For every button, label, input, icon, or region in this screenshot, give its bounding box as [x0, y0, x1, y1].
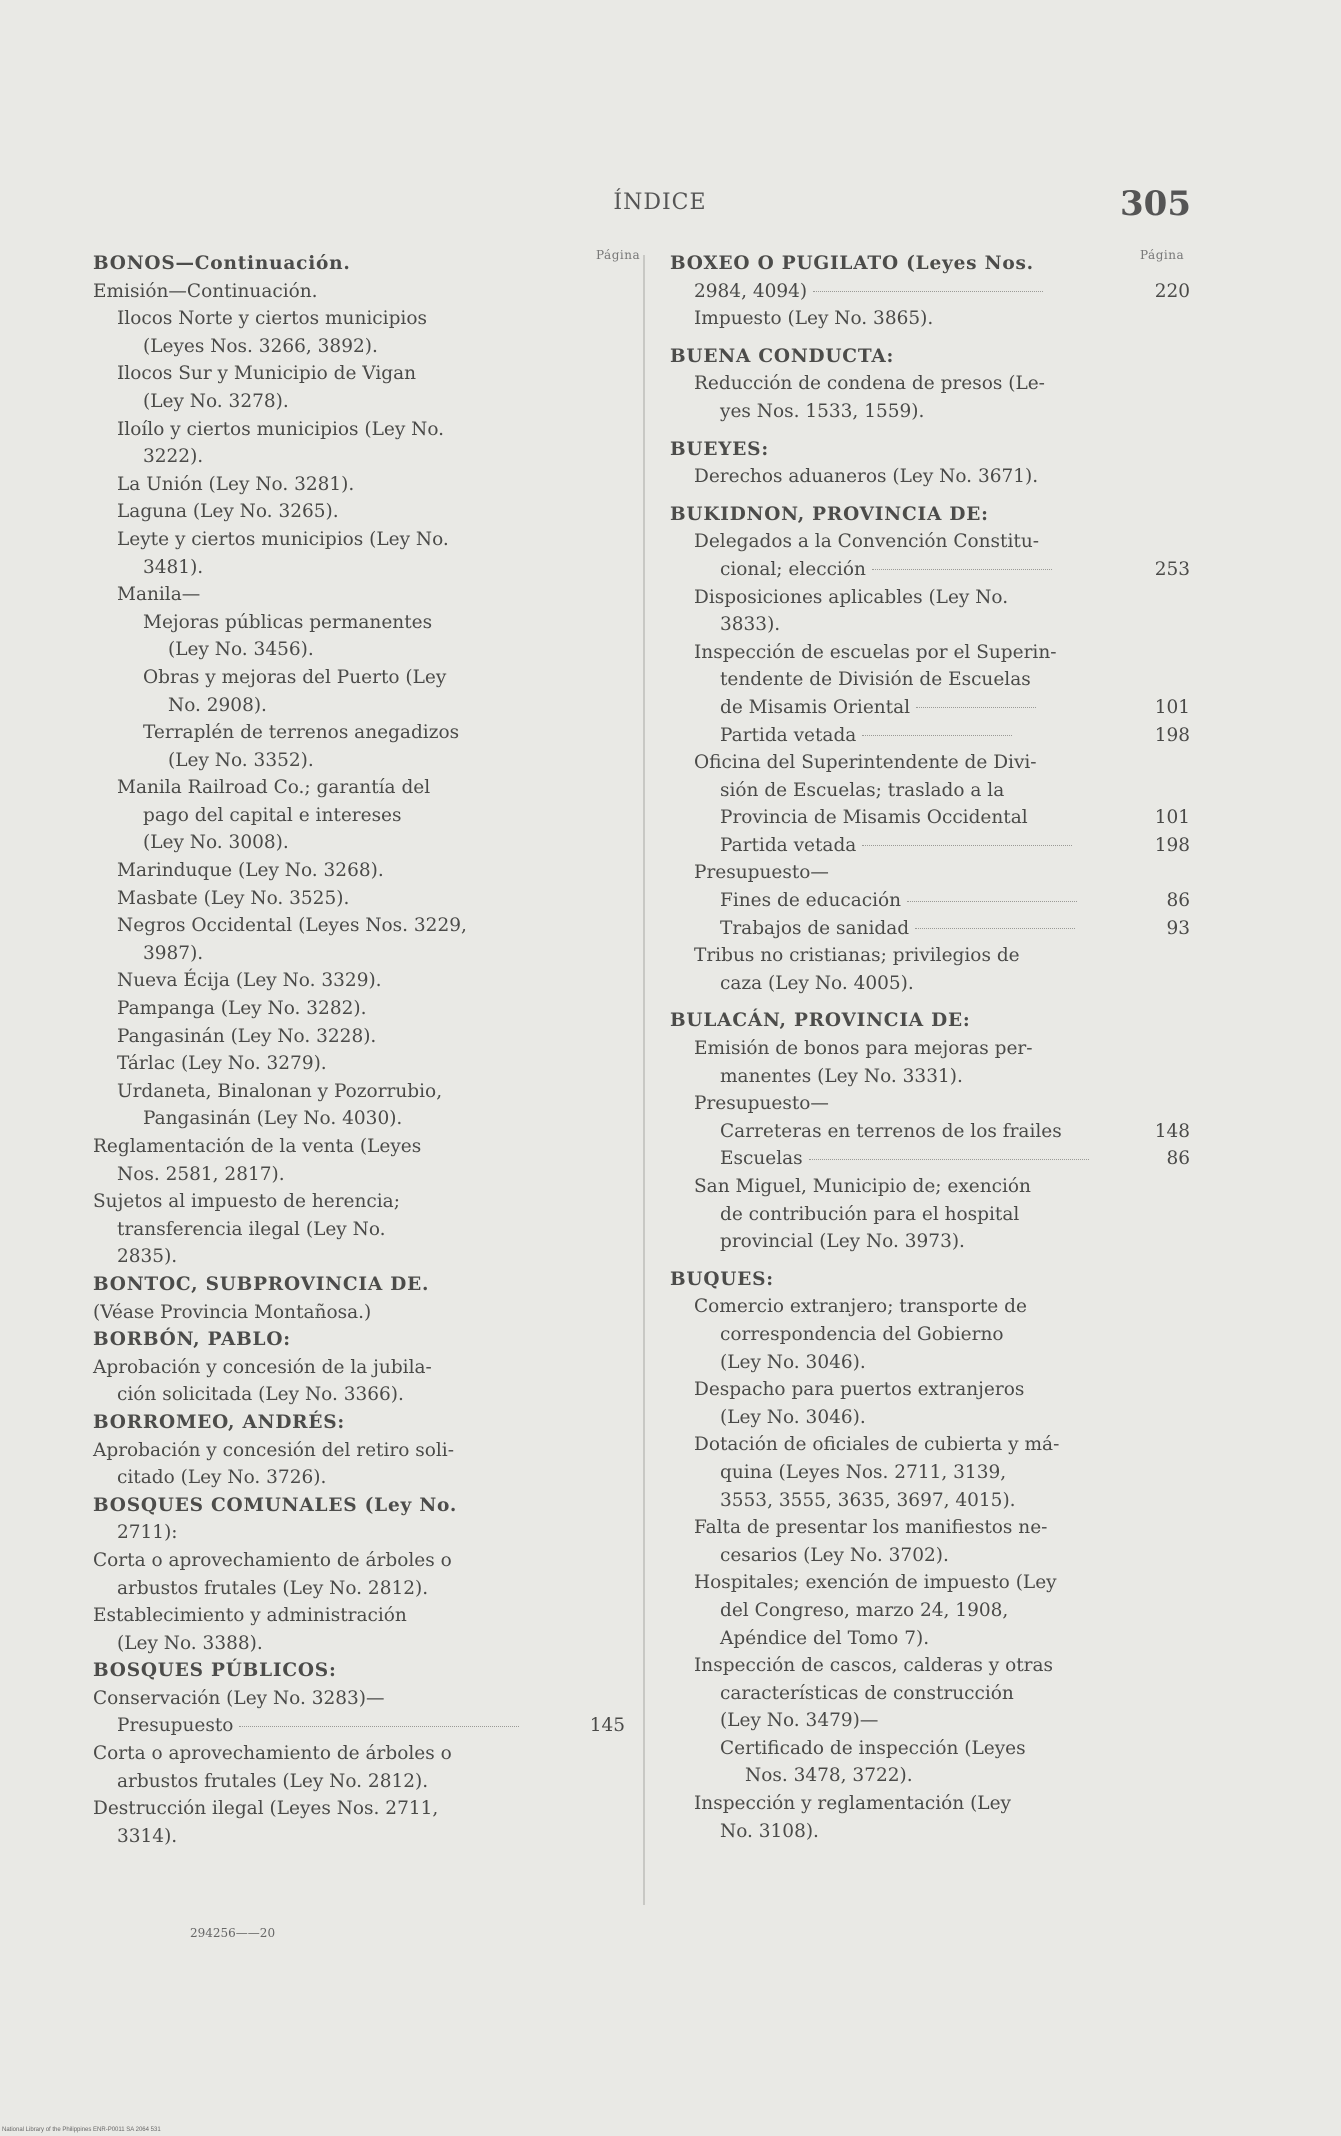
entry-text: Inspección y reglamentación (Ley [694, 1793, 1011, 1815]
entry-text: Conservación (Ley No. 3283)— [93, 1687, 385, 1709]
entry-text: Derechos aduaneros (Ley No. 3671). [694, 466, 1039, 488]
entry-text: BORBÓN, PABLO: [93, 1329, 291, 1351]
entry-text: sión de Escuelas; traslado a la [720, 779, 1005, 801]
page-ref: 253 [1154, 558, 1190, 580]
entry-text: citado (Ley No. 3726). [117, 1467, 327, 1489]
index-entry [670, 1228, 1190, 1256]
entry-text: (Ley No. 3046). [720, 1406, 866, 1428]
index-entry [670, 1542, 1190, 1570]
entry-text: 3833). [720, 614, 781, 636]
index-entry [93, 719, 625, 747]
index-entry [670, 694, 1190, 722]
index-entry [670, 1035, 1190, 1063]
index-entry [93, 1354, 625, 1382]
index-entry [670, 1680, 1190, 1708]
index-entry [93, 1575, 625, 1603]
entry-text: yes Nos. 1533, 1559). [720, 400, 925, 422]
index-heading [93, 1492, 625, 1520]
entry-text: Marinduque (Ley No. 3268). [117, 860, 384, 882]
entry-text: Trabajos de sanidad [720, 917, 910, 939]
index-entry [93, 554, 625, 582]
index-entry [93, 1023, 625, 1051]
entry-text: BUQUES: [670, 1268, 774, 1290]
entry-text: BOSQUES COMUNALES (Ley No. [93, 1494, 458, 1516]
entry-text: Iloílo y ciertos municipios (Ley No. [117, 418, 445, 440]
page-number: 305 [1120, 184, 1191, 224]
index-entry [93, 1299, 625, 1327]
index-entry [670, 1063, 1190, 1091]
entry-text: caza (Ley No. 4005). [720, 972, 914, 994]
page-ref: 86 [1166, 890, 1190, 912]
entry-text: (Ley No. 3479)— [720, 1710, 879, 1732]
dot-leader [872, 569, 1052, 570]
entry-text: Falta de presentar los manifiestos ne- [694, 1517, 1048, 1539]
entry-text: Apéndice del Tomo 7). [720, 1627, 930, 1649]
dot-leader [915, 928, 1075, 929]
index-entry [93, 1795, 625, 1823]
spacer [670, 491, 1190, 501]
index-entry [670, 1818, 1190, 1846]
entry-text: Ilocos Norte y ciertos municipios [117, 308, 427, 330]
entry-text: Masbate (Ley No. 3525). [117, 887, 350, 909]
entry-text: cional; elección [720, 558, 866, 580]
entry-text: Mejoras públicas permanentes [143, 611, 433, 633]
page-ref: 101 [1154, 807, 1190, 829]
entry-text: 3314). [117, 1825, 178, 1847]
index-entry [93, 1188, 625, 1216]
index-entry [670, 887, 1190, 915]
index-entry [93, 967, 625, 995]
entry-text: (Ley No. 3278). [143, 390, 289, 412]
entry-text: ción solicitada (Ley No. 3366). [117, 1384, 404, 1406]
entry-text: de contribución para el hospital [720, 1203, 1020, 1225]
entry-text: (Ley No. 3388). [117, 1632, 263, 1654]
entry-text: San Miguel, Municipio de; exención [694, 1176, 1031, 1197]
index-entry [93, 1768, 625, 1796]
index-heading [93, 250, 625, 278]
index-entry [670, 832, 1190, 860]
index-entry [670, 1321, 1190, 1349]
entry-text: Destrucción ilegal (Leyes Nos. 2711, [93, 1798, 439, 1820]
index-entry [93, 747, 625, 775]
entry-text: Presupuesto [117, 1715, 234, 1737]
page-ref: 198 [1154, 834, 1190, 856]
index-entry [670, 639, 1190, 667]
entry-text: Laguna (Ley No. 3265). [117, 501, 339, 523]
index-entry [670, 666, 1190, 694]
index-entry [670, 1349, 1190, 1377]
entry-text: características de construcción [720, 1682, 1014, 1704]
index-heading [670, 343, 1190, 371]
entry-text: Escuelas [720, 1148, 803, 1170]
dot-leader [239, 1726, 519, 1727]
index-entry [670, 1145, 1190, 1173]
entry-text: 3987). [143, 942, 204, 964]
index-entry [670, 1569, 1190, 1597]
index-entry [93, 609, 625, 637]
entry-text: 2835). [117, 1246, 178, 1268]
index-entry [93, 1519, 625, 1547]
index-heading [93, 1326, 625, 1354]
entry-text: Sujetos al impuesto de herencia; [93, 1191, 400, 1213]
entry-text: tendente de División de Escuelas [720, 669, 1031, 691]
index-entry [670, 804, 1190, 832]
index-entry [93, 1133, 625, 1161]
index-entry [93, 1216, 625, 1244]
entry-text: Manila Railroad Co.; garantía del [117, 777, 431, 799]
page-header-title: ÍNDICE [613, 190, 707, 215]
index-entry [93, 1740, 625, 1768]
index-heading [670, 436, 1190, 464]
index-entry [670, 1707, 1190, 1735]
index-entry [93, 1547, 625, 1575]
entry-text: Ilocos Sur y Municipio de Vigan [117, 363, 417, 385]
index-entry [670, 915, 1190, 943]
entry-text: BOXEO O PUGILATO (Leyes Nos. [670, 253, 1034, 274]
index-entry [670, 1762, 1190, 1790]
index-entry [670, 1597, 1190, 1625]
left-index-column [93, 250, 625, 1850]
entry-text: Obras y mejoras del Puerto (Ley [143, 666, 447, 688]
index-heading [670, 1266, 1190, 1294]
entry-text: de Misamis Oriental [720, 696, 911, 718]
dot-leader [813, 291, 1043, 292]
entry-text: Carreteras en terrenos de los frailes [720, 1120, 1062, 1142]
entry-text: Presupuesto— [694, 1093, 829, 1115]
index-entry [670, 305, 1190, 333]
index-entry [93, 885, 625, 913]
index-entry [93, 1381, 625, 1409]
entry-text: Delegados a la Convención Constitu- [694, 531, 1039, 553]
page-ref: 101 [1154, 696, 1190, 718]
spacer [670, 333, 1190, 343]
entry-text: Inspección de cascos, calderas y otras [694, 1655, 1054, 1677]
index-entry [670, 463, 1190, 491]
entry-text: Establecimiento y administración [93, 1605, 407, 1627]
entry-text: correspondencia del Gobierno [720, 1323, 1004, 1345]
entry-text: BUKIDNON, PROVINCIA DE: [670, 503, 989, 525]
column-divider [643, 255, 645, 1905]
index-entry [670, 777, 1190, 805]
page-ref: 86 [1166, 1148, 1190, 1170]
entry-text: Negros Occidental (Leyes Nos. 3229, [117, 915, 467, 937]
entry-text: 3553, 3555, 3635, 3697, 4015). [720, 1489, 1016, 1511]
index-entry [670, 398, 1190, 426]
entry-text: Pangasinán (Ley No. 4030). [143, 1108, 403, 1130]
index-entry [93, 581, 625, 609]
index-entry [670, 749, 1190, 777]
entry-text: BUEYES: [670, 438, 769, 460]
index-entry [93, 1243, 625, 1271]
index-entry [93, 471, 625, 499]
index-entry [93, 829, 625, 857]
index-heading [670, 501, 1190, 529]
entry-text: No. 3108). [720, 1820, 819, 1842]
index-entry [93, 995, 625, 1023]
entry-text: transferencia ilegal (Ley No. [117, 1218, 386, 1240]
index-entry [93, 1630, 625, 1658]
entry-text: Manila— [117, 584, 201, 606]
index-entry [93, 1078, 625, 1106]
index-entry [670, 1514, 1190, 1542]
entry-text: (Ley No. 3352). [168, 749, 314, 771]
index-entry [93, 416, 625, 444]
entry-text: Oficina del Superintendente de Divi- [694, 752, 1037, 774]
index-entry [93, 278, 625, 306]
index-entry [670, 1459, 1190, 1487]
index-entry [670, 1118, 1190, 1146]
index-entry [670, 1487, 1190, 1515]
index-entry [670, 528, 1190, 556]
index-entry [670, 1625, 1190, 1653]
entry-text: Nos. 3478, 3722). [745, 1765, 913, 1787]
entry-text: pago del capital e intereses [143, 804, 402, 826]
entry-text: 2984, 4094) [694, 280, 808, 302]
index-entry [93, 912, 625, 940]
entry-text: BONTOC, SUBPROVINCIA DE. [93, 1273, 430, 1295]
library-watermark: National Library of the Philippines ENR-P0011 SA 2064 531 [2, 2127, 161, 2133]
index-entry [93, 526, 625, 554]
index-entry [670, 1404, 1190, 1432]
entry-text: Provincia de Misamis Occidental [720, 807, 1028, 829]
entry-text: Aprobación y concesión del retiro soli- [93, 1439, 454, 1461]
index-entry [93, 1823, 625, 1851]
index-entry [93, 388, 625, 416]
entry-text: Comercio extranjero; transporte de [694, 1296, 1027, 1318]
index-entry [670, 859, 1190, 887]
index-entry [670, 1201, 1190, 1229]
entry-text: Pampanga (Ley No. 3282). [117, 998, 367, 1020]
right-column-label: Página [1140, 248, 1185, 262]
entry-text: Emisión de bonos para mejoras per- [694, 1038, 1033, 1060]
entry-text: Reducción de condena de presos (Le- [694, 373, 1045, 395]
index-entry [670, 370, 1190, 398]
entry-text: Fines de educación [720, 890, 902, 912]
index-entry [93, 1712, 625, 1740]
index-heading [670, 250, 1190, 278]
index-entry [670, 1431, 1190, 1459]
index-entry [670, 1652, 1190, 1680]
entry-text: 2711): [117, 1522, 178, 1544]
entry-text: provincial (Ley No. 3973). [720, 1231, 965, 1253]
entry-text: quina (Leyes Nos. 2711, 3139, [720, 1461, 1007, 1483]
entry-text: Terraplén de terrenos anegadizos [143, 722, 460, 744]
entry-text: Impuesto (Ley No. 3865). [694, 308, 934, 330]
entry-text: BULACÁN, PROVINCIA DE: [670, 1010, 971, 1032]
index-entry [670, 556, 1190, 584]
index-entry [93, 692, 625, 720]
entry-text: del Congreso, marzo 24, 1908, [720, 1599, 1009, 1621]
index-entry [670, 1790, 1190, 1818]
index-entry [670, 1293, 1190, 1321]
entry-text: Emisión—Continuación. [93, 280, 318, 302]
index-entry [93, 664, 625, 692]
entry-text: BONOS—Continuación. [93, 253, 351, 274]
index-heading [670, 1007, 1190, 1035]
entry-text: Inspección de escuelas por el Superin- [694, 641, 1057, 663]
index-entry [670, 611, 1190, 639]
entry-text: cesarios (Ley No. 3702). [720, 1544, 949, 1566]
entry-text: (Ley No. 3008). [143, 832, 289, 854]
index-entry [93, 498, 625, 526]
spacer [670, 426, 1190, 436]
index-entry [93, 1050, 625, 1078]
entry-text: BORROMEO, ANDRÉS: [93, 1411, 346, 1433]
dot-leader [862, 735, 1012, 736]
index-entry [93, 1602, 625, 1630]
index-entry [93, 774, 625, 802]
entry-text: Certificado de inspección (Leyes [720, 1737, 1026, 1759]
entry-text: Despacho para puertos extranjeros [694, 1379, 1025, 1401]
entry-text: La Unión (Ley No. 3281). [117, 473, 355, 495]
index-entry [670, 942, 1190, 970]
index-entry [93, 305, 625, 333]
page-ref: 220 [1154, 280, 1190, 302]
index-heading [93, 1271, 625, 1299]
entry-text: 3481). [143, 556, 204, 578]
index-entry [93, 940, 625, 968]
entry-text: Tárlac (Ley No. 3279). [117, 1053, 327, 1075]
entry-text: Dotación de oficiales de cubierta y má- [694, 1434, 1060, 1456]
page-ref: 93 [1166, 917, 1190, 939]
entry-text: Nos. 2581, 2817). [117, 1163, 285, 1185]
entry-text: No. 2908). [168, 694, 267, 716]
entry-text: Corta o aprovechamiento de árboles o [93, 1743, 452, 1765]
spacer [670, 997, 1190, 1007]
index-entry [93, 1161, 625, 1189]
index-entry [93, 1105, 625, 1133]
spacer [670, 1256, 1190, 1266]
index-entry [93, 857, 625, 885]
entry-text: (Leyes Nos. 3266, 3892). [143, 335, 378, 357]
entry-text: Pangasinán (Ley No. 3228). [117, 1025, 377, 1047]
entry-text: (Véase Provincia Montañosa.) [93, 1301, 372, 1323]
dot-leader [862, 845, 1072, 846]
index-entry [670, 722, 1190, 750]
page-ref: 145 [589, 1715, 625, 1737]
index-entry [670, 1376, 1190, 1404]
entry-text: BOSQUES PÚBLICOS: [93, 1660, 337, 1682]
page-ref: 148 [1154, 1120, 1190, 1142]
index-entry [93, 1464, 625, 1492]
index-entry [93, 636, 625, 664]
entry-text: Corta o aprovechamiento de árboles o [93, 1549, 452, 1571]
left-column-label: Página [596, 248, 641, 262]
index-entry [93, 802, 625, 830]
entry-text: (Ley No. 3456). [168, 639, 314, 661]
entry-text: Hospitales; exención de impuesto (Ley [694, 1572, 1057, 1594]
index-entry [670, 970, 1190, 998]
entry-text: Reglamentación de la venta (Leyes [93, 1136, 422, 1157]
entry-text: Disposiciones aplicables (Ley No. [694, 586, 1009, 608]
entry-text: Partida vetada [720, 724, 857, 746]
index-entry [93, 360, 625, 388]
dot-leader [907, 901, 1077, 902]
entry-text: BUENA CONDUCTA: [670, 345, 895, 367]
index-heading [93, 1409, 625, 1437]
entry-text: Leyte y ciertos municipios (Ley No. [117, 528, 449, 550]
index-entry [670, 584, 1190, 612]
entry-text: arbustos frutales (Ley No. 2812). [117, 1577, 429, 1599]
index-entry [670, 1173, 1190, 1201]
dot-leader [809, 1159, 1089, 1160]
entry-text: Nueva Écija (Ley No. 3329). [117, 970, 382, 992]
index-entry [670, 1090, 1190, 1118]
index-heading [93, 1657, 625, 1685]
index-entry [93, 1437, 625, 1465]
index-entry [670, 1735, 1190, 1763]
entry-text: Urdaneta, Binalonan y Pozorrubio, [117, 1080, 443, 1102]
right-index-column [670, 250, 1190, 1845]
entry-text: (Ley No. 3046). [720, 1351, 866, 1373]
index-entry [93, 443, 625, 471]
index-entry [93, 333, 625, 361]
printer-code: 294256——20 [190, 1926, 276, 1940]
dot-leader [916, 707, 1036, 708]
entry-text: 3222). [143, 446, 204, 468]
entry-text: Partida vetada [720, 834, 857, 856]
entry-text: Tribus no cristianas; privilegios de [694, 945, 1020, 967]
index-entry [93, 1685, 625, 1713]
page-ref: 198 [1154, 724, 1190, 746]
index-entry [670, 278, 1190, 306]
entry-text: Aprobación y concesión de la jubila- [93, 1356, 432, 1378]
entry-text: manentes (Ley No. 3331). [720, 1065, 963, 1087]
entry-text: Presupuesto— [694, 862, 829, 884]
entry-text: arbustos frutales (Ley No. 2812). [117, 1770, 429, 1792]
